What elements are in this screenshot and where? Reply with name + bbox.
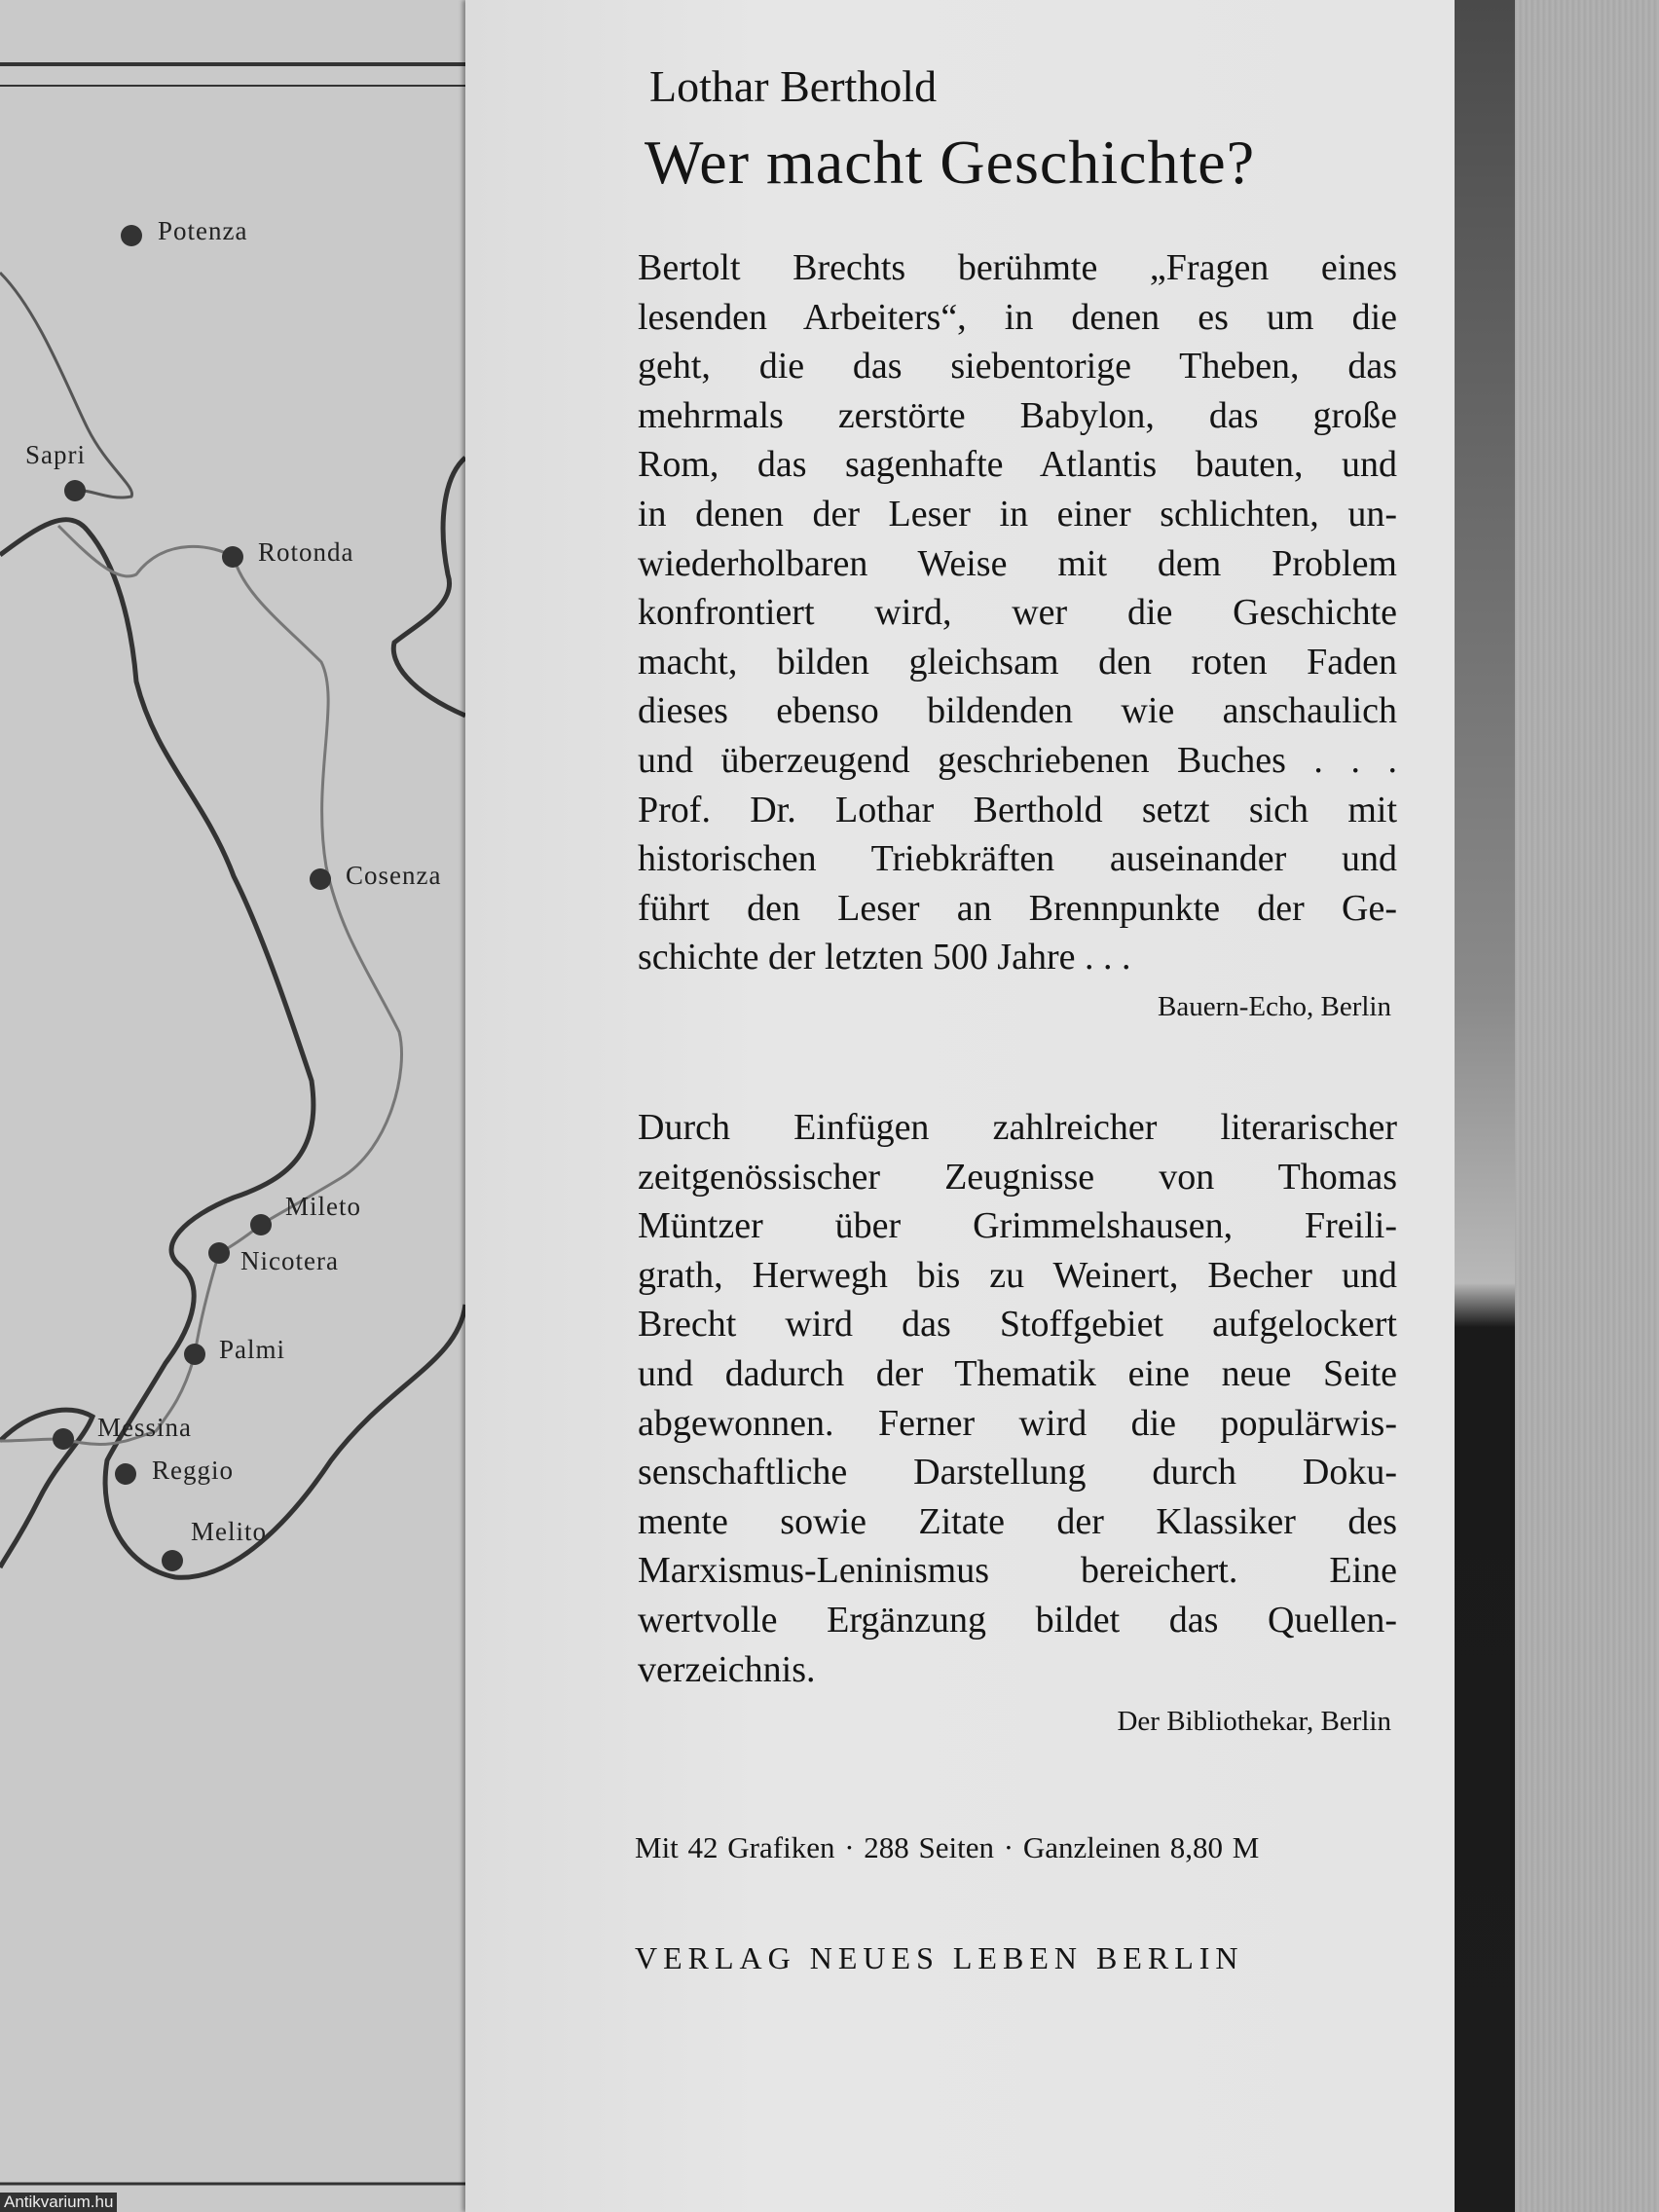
- book-specs: Mit 42 Grafiken · 288 Seiten · Ganzleinen 8,80 M: [635, 1830, 1260, 1864]
- text-line: Rom, das sagenhafte Atlantis bauten, und: [638, 444, 1397, 486]
- text-line: historischen Triebkräften auseinander und: [638, 838, 1397, 880]
- text-line: Prof. Dr. Lothar Berthold setzt sich mit: [638, 789, 1397, 830]
- text-line: konfrontiert wird, wer die Geschichte: [638, 592, 1397, 634]
- text-line: dieses ebenso bildenden wie anschaulich: [638, 690, 1397, 732]
- review-paragraph-1: [638, 243, 1397, 982]
- background-surface: [1515, 0, 1659, 2212]
- text-line: und dadurch der Thematik eine neue Seite: [638, 1352, 1397, 1394]
- text-line: und überzeugend geschriebenen Buches . . .: [638, 739, 1397, 781]
- city-label-sapri: Sapri: [25, 440, 86, 469]
- text-line: Bertolt Brechts berühmte „Fragen eines: [638, 247, 1397, 288]
- city-label-mileto: Mileto: [285, 1192, 361, 1221]
- text-line: zeitgenössischer Zeugnisse von Thomas: [638, 1156, 1397, 1198]
- review-paragraph-2: [638, 1103, 1397, 1694]
- city-label-messina: Messina: [97, 1413, 192, 1442]
- text-line: Brecht wird das Stoffgebiet aufgelockert: [638, 1304, 1397, 1346]
- text-line: senschaftliche Darstellung durch Doku-: [638, 1452, 1397, 1493]
- text-line: wertvolle Ergänzung bildet das Quellen-: [638, 1599, 1397, 1641]
- text-line: führt den Leser an Brennpunkte der Ge-: [638, 887, 1397, 929]
- map-illustration: [0, 0, 472, 2212]
- city-label-reggio: Reggio: [152, 1456, 234, 1485]
- text-line: Müntzer über Grimmelshausen, Freili-: [638, 1205, 1397, 1247]
- text-line: Durch Einfügen zahlreicher literarischer: [638, 1107, 1397, 1148]
- book-title: Wer macht Geschichte?: [645, 128, 1256, 197]
- text-line: verzeichnis.: [638, 1648, 816, 1690]
- publisher-name: VERLAG NEUES LEBEN BERLIN: [635, 1940, 1244, 1975]
- city-label-palmi: Palmi: [219, 1335, 286, 1364]
- text-line: macht, bilden gleichsam den roten Faden: [638, 641, 1397, 682]
- review-source-2: Der Bibliothekar, Berlin: [1117, 1706, 1391, 1737]
- text-line: lesenden Arbeiters“, in denen es um die: [638, 296, 1397, 338]
- city-label-potenza: Potenza: [158, 216, 248, 245]
- text-line: schichte der letzten 500 Jahre . . .: [638, 937, 1131, 978]
- review-source-1: Bauern-Echo, Berlin: [1158, 991, 1391, 1022]
- text-line: geht, die das siebentorige Theben, das: [638, 346, 1397, 387]
- text-line: Marxismus-Leninismus bereichert. Eine: [638, 1550, 1397, 1592]
- city-label-melito: Melito: [191, 1517, 267, 1546]
- author-name: Lothar Berthold: [649, 61, 938, 111]
- city-label-rotonda: Rotonda: [258, 537, 354, 567]
- map-drawing: [0, 0, 472, 2212]
- text-line: in denen der Leser in einer schlichten, un-: [638, 493, 1397, 535]
- text-line: grath, Herwegh bis zu Weinert, Becher und: [638, 1254, 1397, 1296]
- text-line: mente sowie Zitate der Klassiker des: [638, 1500, 1397, 1542]
- text-line: abgewonnen. Ferner wird die populärwis-: [638, 1402, 1397, 1444]
- city-label-nicotera: Nicotera: [240, 1246, 339, 1275]
- text-line: wiederholbaren Weise mit dem Problem: [638, 542, 1397, 584]
- text-line: mehrmals zerstörte Babylon, das große: [638, 394, 1397, 436]
- book-spine-edge: [1455, 0, 1515, 2212]
- city-label-cosenza: Cosenza: [346, 861, 442, 890]
- watermark: Antikvarium.hu: [0, 2193, 117, 2212]
